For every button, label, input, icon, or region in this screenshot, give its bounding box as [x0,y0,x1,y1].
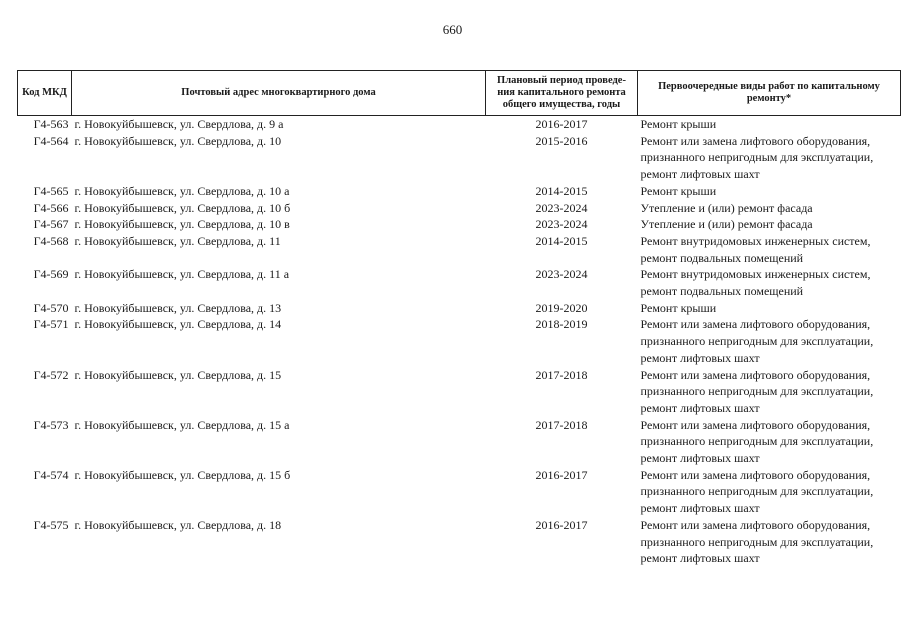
work-item: Ремонт крыши [640,300,717,315]
row-code: Г4-569 [33,267,69,282]
work-item: признанного непригодным для эксплуатации, [640,384,874,399]
row-works [638,133,901,183]
row-works [638,266,901,299]
row-address: г. Новокуйбышевск, ул. Свердлова, д. 18 [74,517,282,532]
row-period: 2014-2015 [535,183,588,198]
work-item: признанного непригодным для эксплуатации, [640,484,874,499]
row-address: г. Новокуйбышевск, ул. Свердлова, д. 15 б [74,467,291,482]
row-address: г. Новокуйбышевск, ул. Свердлова, д. 11 [74,233,281,248]
header-address: Почтовый адрес многоквартирного дома [72,71,486,116]
row-code: Г4-563 [33,117,69,131]
row-period: 2023-2024 [535,217,588,232]
row-address: г. Новокуйбышевск, ул. Свердлова, д. 10 [74,133,282,148]
row-code: Г4-571 [33,317,69,332]
header-works: Первоочередные виды работ по капитальному ремонту* [638,71,901,116]
row-period: 2018-2019 [535,317,588,332]
row-address: г. Новокуйбышевск, ул. Свердлова, д. 11 а [74,267,290,282]
work-item: признанного непригодным для эксплуатации, [640,434,874,449]
work-item: ремонт лифтовых шахт [640,501,760,516]
work-item: ремонт лифтовых шахт [640,551,760,566]
work-item: Ремонт внутридомовых инженерных систем, [640,267,871,282]
row-code: Г4-564 [33,133,69,148]
work-item: ремонт лифтовых шахт [640,350,760,365]
row-period: 2015-2016 [535,133,588,148]
table-row [18,467,901,517]
row-period: 2017-2018 [535,417,588,432]
row-address: г. Новокуйбышевск, ул. Свердлова, д. 9 а [74,117,284,131]
row-code: Г4-572 [33,367,69,382]
header-code: Код МКД [18,71,72,116]
work-item: Ремонт или замена лифтового оборудования, [640,317,871,332]
row-period: 2014-2015 [535,233,588,248]
row-code: Г4-567 [33,217,69,232]
table-row [18,417,901,467]
table-row [18,316,901,366]
work-item: Ремонт крыши [640,117,717,131]
table-row [18,183,901,200]
work-item: ремонт лифтовых шахт [640,400,760,415]
row-works [638,467,901,517]
row-address: г. Новокуйбышевск, ул. Свердлова, д. 10 б [74,200,291,215]
row-code: Г4-568 [33,233,69,248]
table-header [18,71,901,116]
work-item: ремонт подвальных помещений [640,250,804,265]
work-item: признанного непригодным для эксплуатации, [640,534,874,549]
row-works [638,216,901,233]
row-address: г. Новокуйбышевск, ул. Свердлова, д. 13 [74,300,282,315]
work-item: Ремонт или замена лифтового оборудования, [640,367,871,382]
work-item: Ремонт или замена лифтового оборудования, [640,133,871,148]
table-row [18,216,901,233]
row-code: Г4-565 [33,183,69,198]
row-period: 2017-2018 [535,367,588,382]
row-works [638,183,901,200]
row-address: г. Новокуйбышевск, ул. Свердлова, д. 10 а [74,183,290,198]
work-item: ремонт лифтовых шахт [640,167,760,182]
work-item: Ремонт или замена лифтового оборудования, [640,417,871,432]
row-period: 2016-2017 [535,517,588,532]
repair-plan-table [17,70,901,567]
work-item: Ремонт внутридомовых инженерных систем, [640,233,871,248]
row-works [638,200,901,217]
row-period: 2016-2017 [535,467,588,482]
row-works [638,233,901,266]
row-works [638,367,901,417]
table-body [18,116,901,567]
table-row [18,517,901,567]
work-item: признанного непригодным для эксплуатации, [640,150,874,165]
row-works [638,517,901,567]
row-address: г. Новокуйбышевск, ул. Свердлова, д. 14 [74,317,282,332]
row-works [638,417,901,467]
table-row [18,133,901,183]
header-period: Плановый период проведе-ния капитального ремонта общего имущества, годы [486,71,638,116]
row-code: Г4-566 [33,200,69,215]
row-period: 2019-2020 [535,300,588,315]
row-period: 2016-2017 [535,117,588,131]
row-code: Г4-570 [33,300,69,315]
row-code: Г4-574 [33,467,69,482]
work-item: Ремонт или замена лифтового оборудования, [640,467,871,482]
table-row [18,266,901,299]
row-address: г. Новокуйбышевск, ул. Свердлова, д. 10 в [74,217,290,232]
table-row [18,233,901,266]
work-item: Ремонт крыши [640,183,717,198]
row-code: Г4-575 [33,517,69,532]
work-item: ремонт лифтовых шахт [640,451,760,466]
row-period: 2023-2024 [535,200,588,215]
table-row [18,367,901,417]
work-item: признанного непригодным для эксплуатации, [640,334,874,349]
work-item: Ремонт или замена лифтового оборудования, [640,517,871,532]
row-works [638,316,901,366]
table-row [18,200,901,217]
work-item: Утепление и (или) ремонт фасада [640,200,813,215]
row-works [638,116,901,133]
row-address: г. Новокуйбышевск, ул. Свердлова, д. 15 а [74,417,290,432]
work-item: ремонт подвальных помещений [640,284,804,299]
row-address: г. Новокуйбышевск, ул. Свердлова, д. 15 [74,367,282,382]
row-works [638,300,901,317]
table-row [18,300,901,317]
row-code: Г4-573 [33,417,69,432]
work-item: Утепление и (или) ремонт фасада [640,217,813,232]
page-number: 660 [442,22,463,37]
row-period: 2023-2024 [535,267,588,282]
table-row [18,116,901,133]
